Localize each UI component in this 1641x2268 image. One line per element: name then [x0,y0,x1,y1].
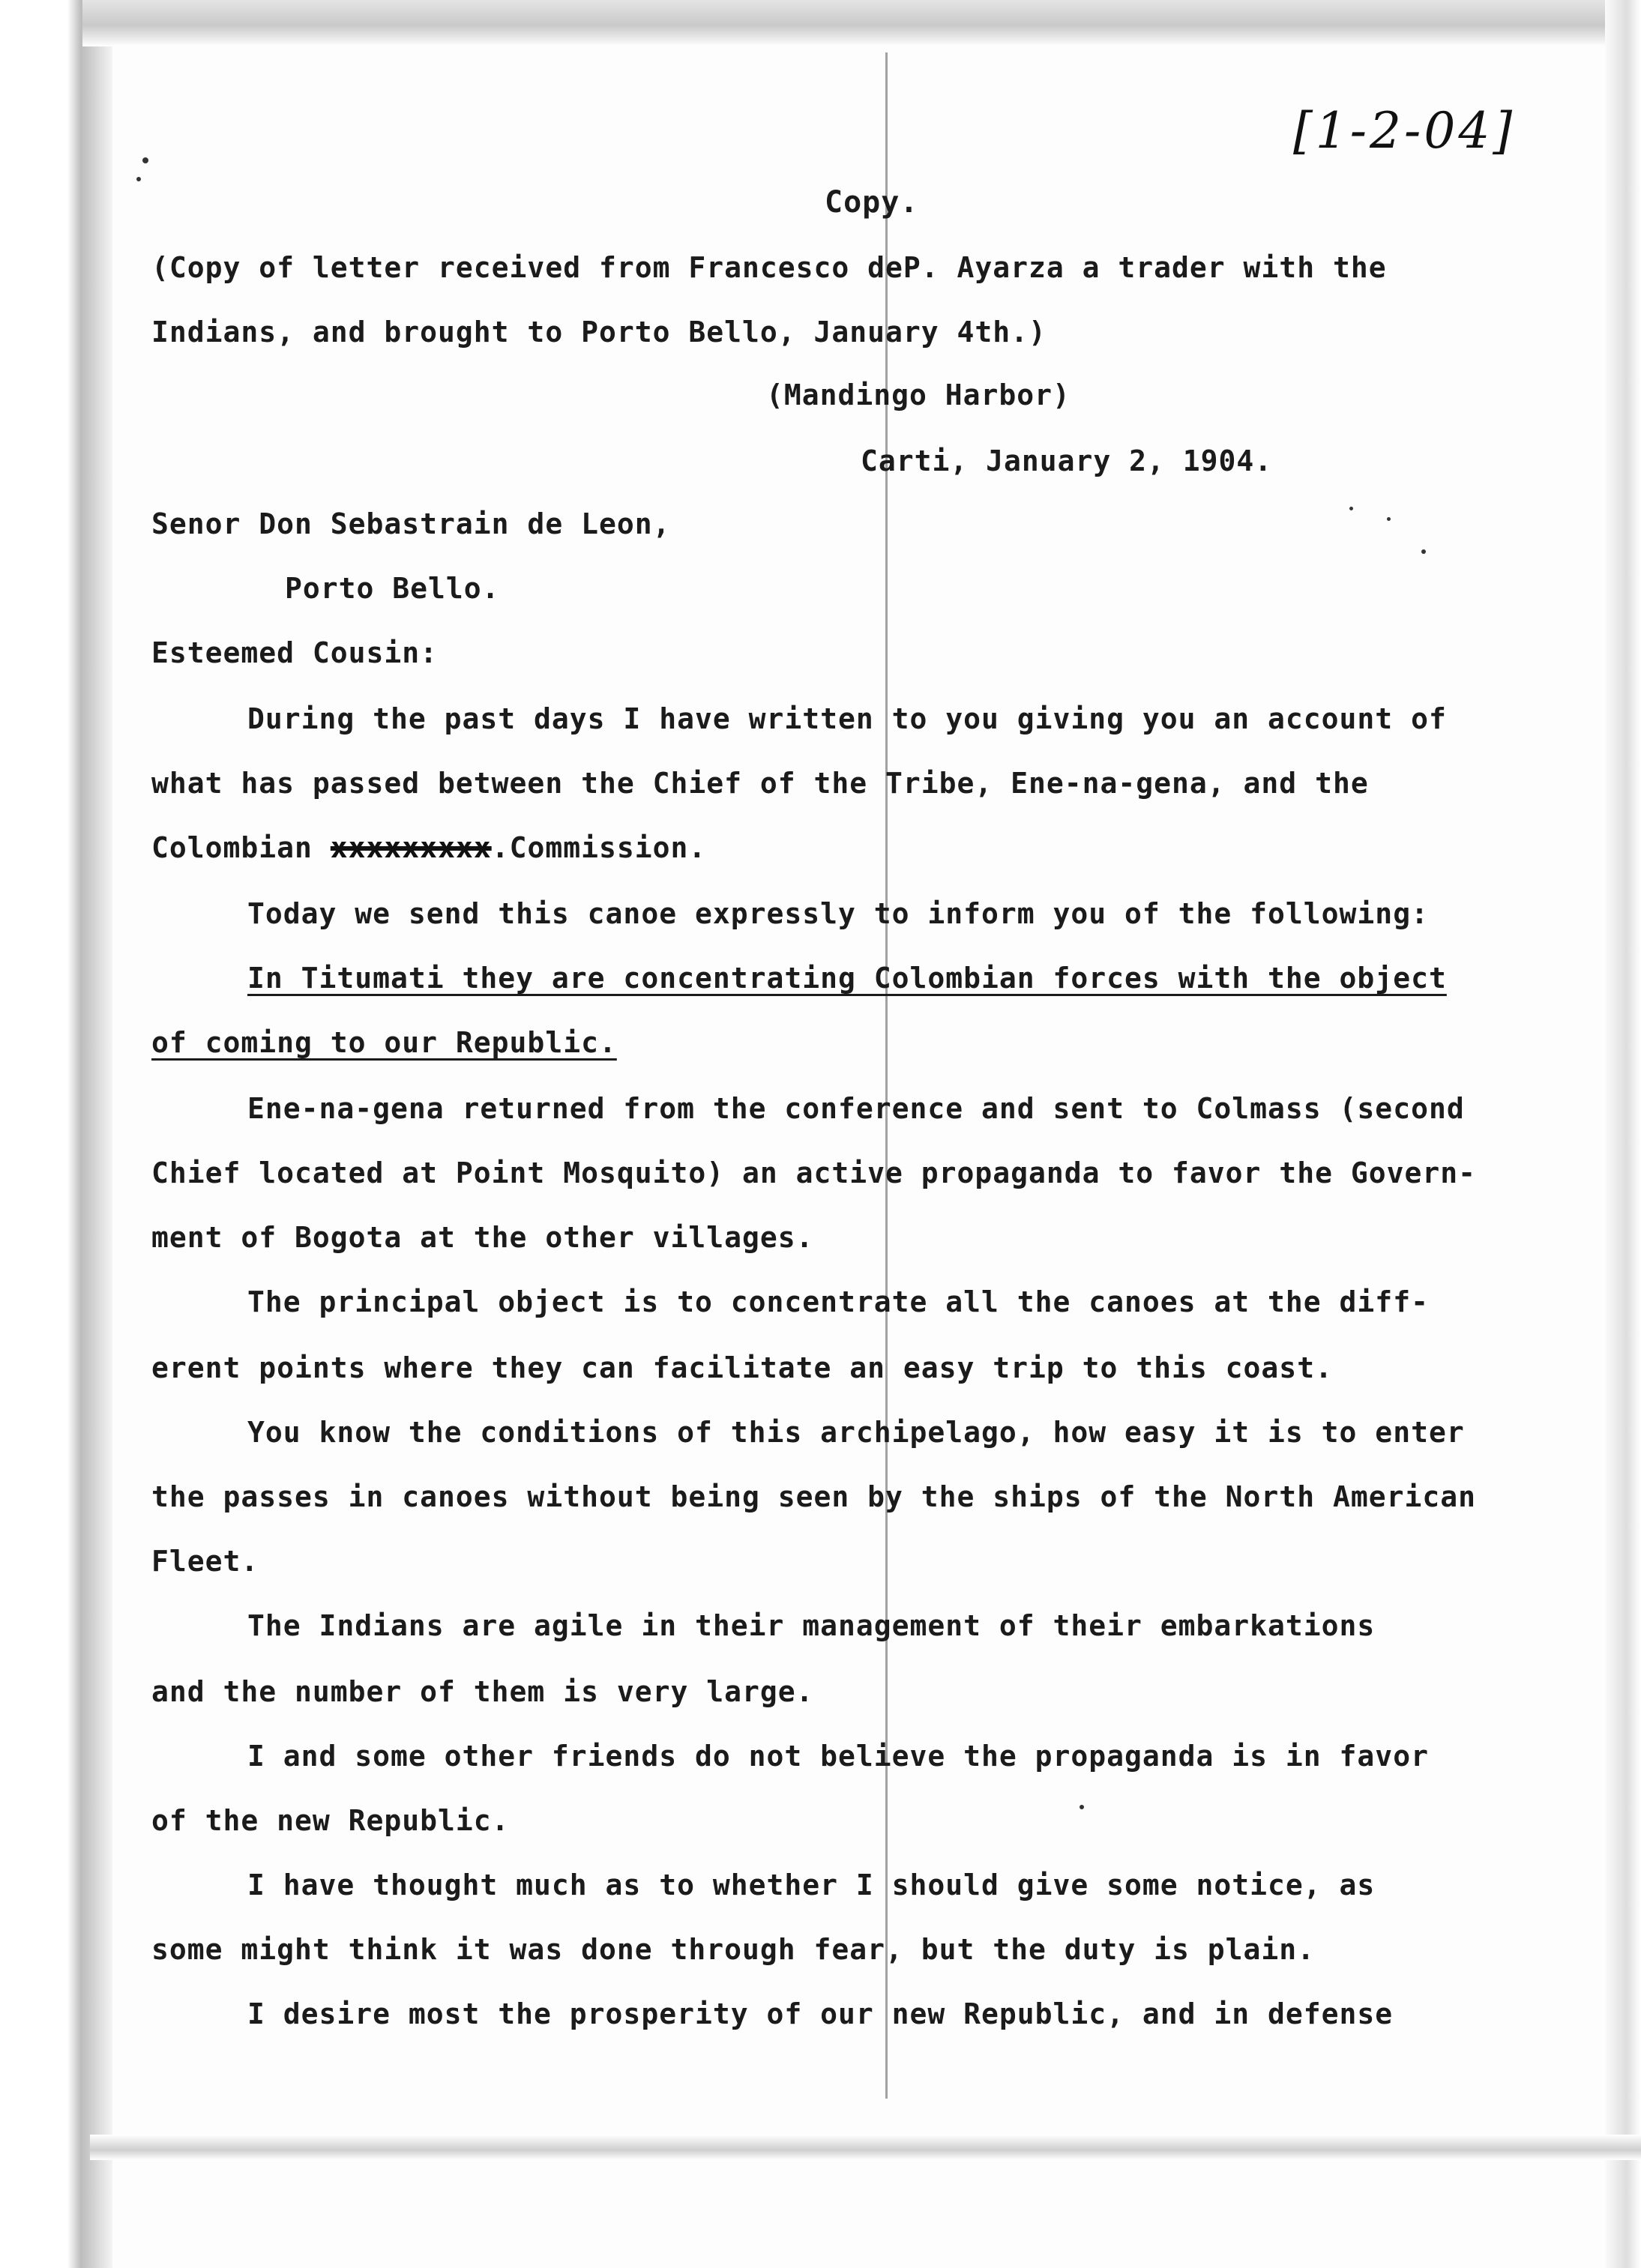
paragraph-line: During the past days I have written to you giving you an account of [247,702,1447,735]
paragraph-line: You know the conditions of this archipelago, how easy it is to enter [247,1416,1465,1449]
paragraph-line: Fleet. [151,1545,259,1578]
preface-line: (Copy of letter received from Francesco deP. Ayarza a trader with the [151,251,1387,284]
paragraph-line: The principal object is to concentrate all the canoes at the diff- [247,1285,1429,1318]
underlined-line: of coming to our Republic. [151,1026,617,1059]
underlined-line: In Titumati they are concentrating Colombian forces with the object [247,962,1447,995]
paragraph-line: The Indians are agile in their management of their embarkations [247,1609,1376,1642]
addressee-name: Senor Don Sebastrain de Leon, [151,507,671,540]
salutation: Esteemed Cousin: [151,636,439,669]
paragraph-line: erent points where they can facilitate an easy trip to this coast. [151,1351,1333,1384]
preface-line: Indians, and brought to Porto Bello, January 4th.) [151,316,1047,349]
paragraph-line: some might think it was done through fear, but the duty is plain. [151,1933,1316,1966]
paragraph-line: the passes in canoes without being seen by the ships of the North American [151,1480,1476,1513]
paragraph-line: I desire most the prosperity of our new Republic, and in defense [247,1997,1394,2030]
text-fragment: .Commission. [491,831,707,864]
paragraph-line: Chief located at Point Mosquito) an active propaganda to favor the Govern- [151,1156,1476,1189]
place-note: (Mandingo Harbor) [766,378,1071,411]
paragraph-line: ment of Bogota at the other villages. [151,1221,814,1254]
text-fragment: Colombian [151,831,313,864]
dateline: Carti, January 2, 1904. [861,444,1273,477]
paragraph-line: I and some other friends do not believe the propaganda is in favor [247,1740,1429,1773]
paragraph-line: I have thought much as to whether I should give some notice, as [247,1869,1376,1901]
struck-out-text: xxxxxxxxx [330,831,492,864]
paragraph-line: Ene-na-gena returned from the conference and sent to Colmass (second [247,1092,1465,1125]
paragraph-line: what has passed between the Chief of the Tribe, Ene-na-gena, and the [151,767,1369,800]
paragraph-line: Today we send this canoe expressly to inform you of the following: [247,897,1429,930]
paragraph-line: of the new Republic. [151,1804,510,1837]
handwritten-date-note: [1-2-04] [1293,102,1516,160]
copy-heading: Copy. [825,185,919,220]
paragraph-line: and the number of them is very large. [151,1675,814,1708]
addressee-place: Porto Bello. [285,572,500,605]
paragraph-line-with-strikeout [151,833,706,862]
